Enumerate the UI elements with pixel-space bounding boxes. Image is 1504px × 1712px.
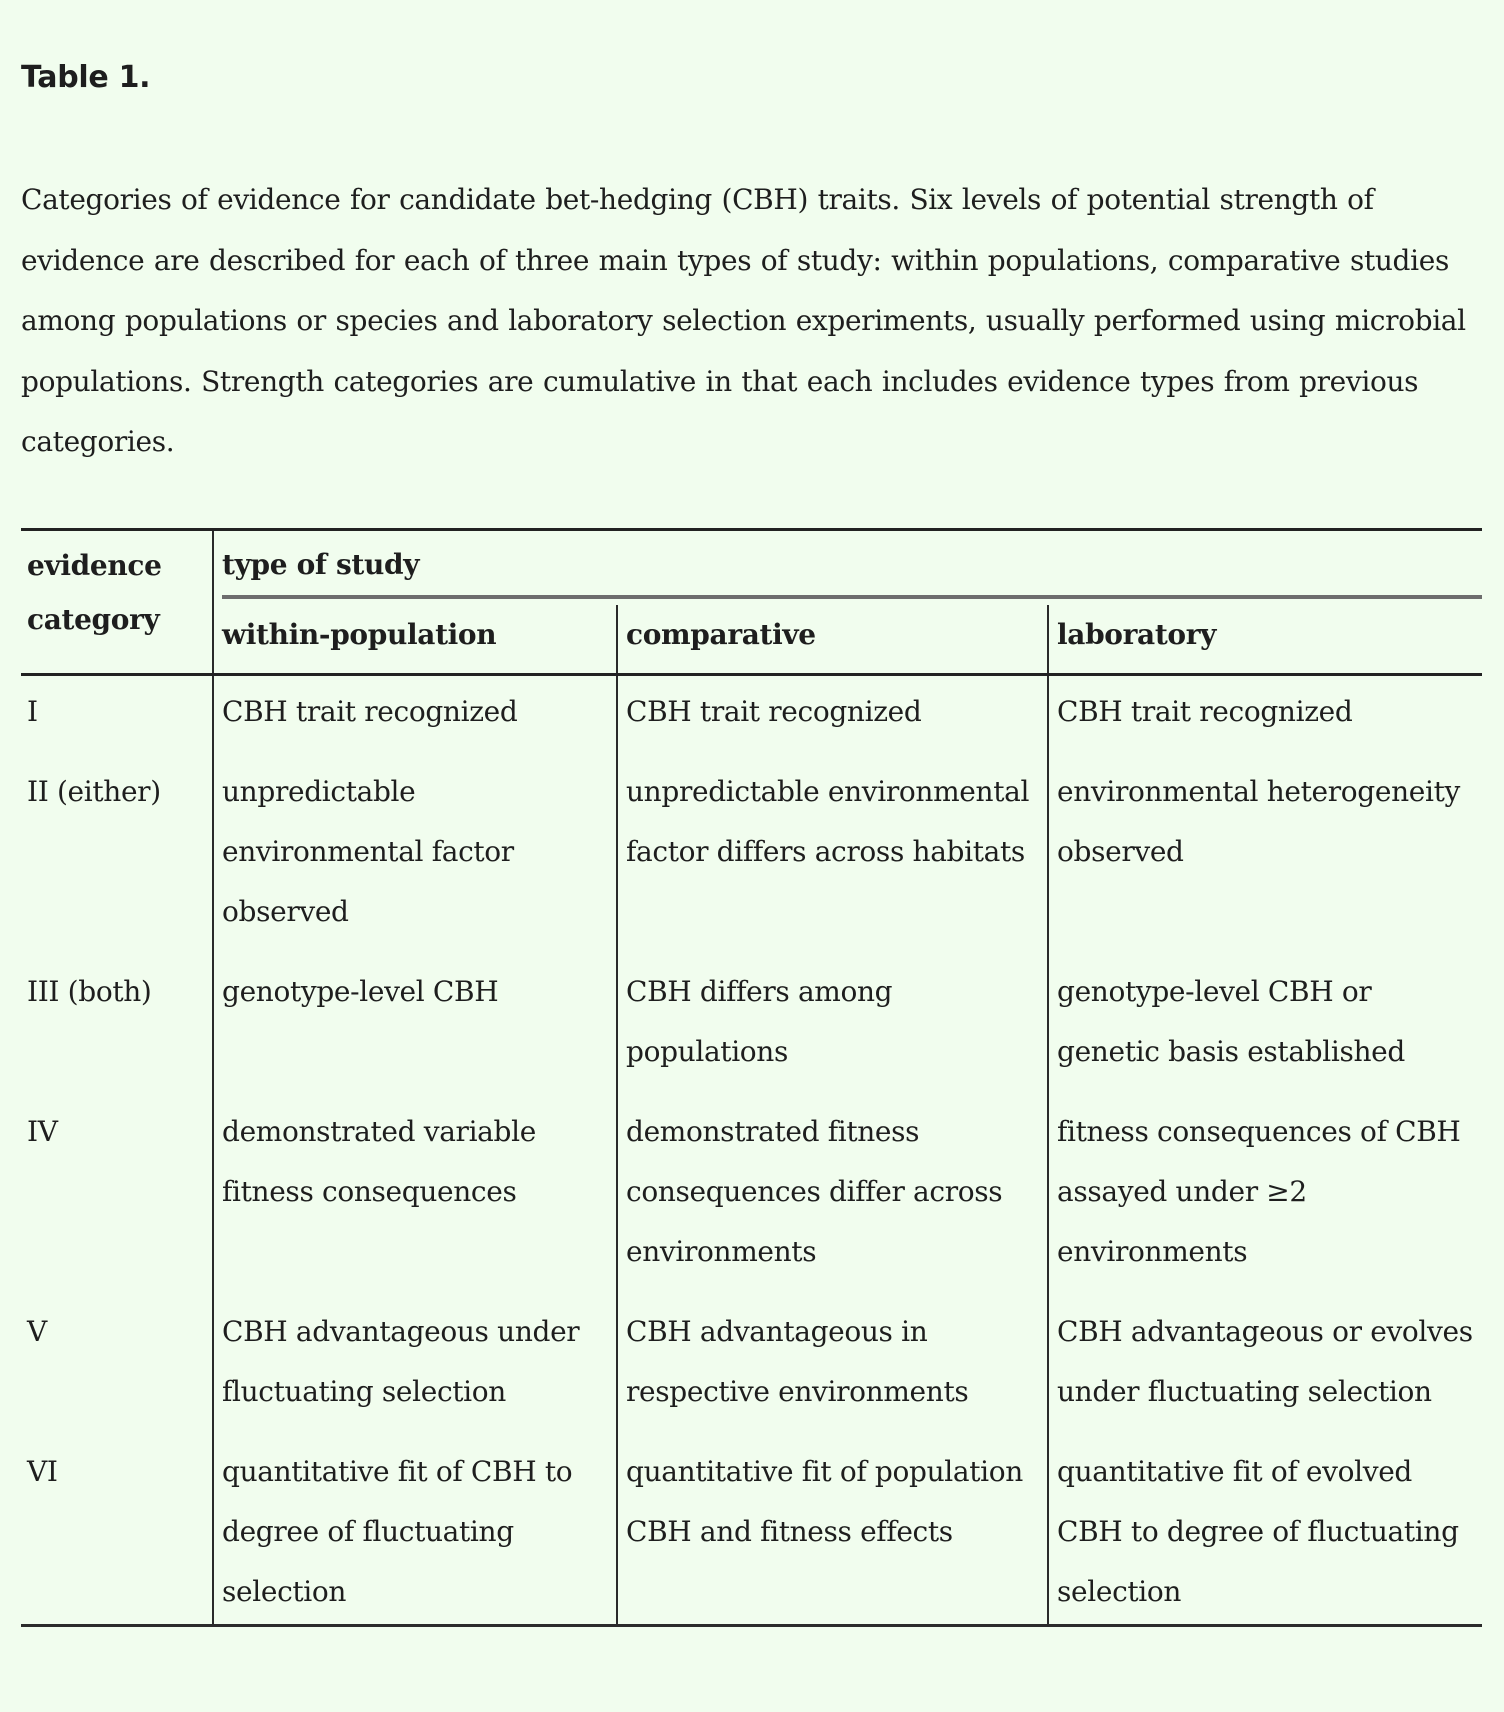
table-header — [21, 530, 1482, 675]
cell-laboratory: CBH trait recognized — [1057, 695, 1353, 728]
table-body — [21, 675, 1482, 1626]
table-row — [21, 756, 1482, 956]
cell-category: III (both) — [21, 956, 213, 1096]
cell-comparative: demonstrated fitness consequences differ across environments — [617, 1096, 1048, 1296]
cell-laboratory: fitness consequences of CBH assayed under ≥2 environments — [1057, 1115, 1461, 1268]
cell-category: V — [21, 1296, 213, 1436]
header-evidence-category — [21, 530, 213, 675]
cell-comparative: CBH advantageous in respective environments — [617, 1296, 1048, 1436]
header-within-population: within-population — [213, 605, 617, 675]
cell-within-population: CBH trait recognized — [213, 675, 617, 757]
cell-comparative: unpredictable environmental factor differs across habitats — [617, 756, 1048, 956]
table-row — [21, 675, 1482, 757]
cell-category: I — [21, 675, 213, 757]
table-row — [21, 1436, 1482, 1626]
cell-within-population: CBH advantageous under fluctuating selection — [213, 1296, 617, 1436]
cell-within-population: quantitative fit of CBH to degree of fluctuating selection — [213, 1436, 617, 1626]
cell-category: II (either) — [21, 756, 213, 956]
cell-within-population: unpredictable environmental factor observed — [213, 756, 617, 956]
header-comparative: comparative — [617, 605, 1048, 675]
cell-laboratory: quantitative fit of evolved CBH to degree of fluctuating selection — [1048, 1436, 1482, 1626]
cell-comparative: CBH differs among populations — [617, 956, 1048, 1096]
cell-laboratory: genotype-level CBH or genetic basis established — [1057, 975, 1405, 1068]
header-row-sub — [21, 605, 1482, 675]
cell-laboratory: CBH advantageous or evolves under fluctuating selection — [1057, 1315, 1473, 1408]
header-category-line1: evidence — [27, 549, 162, 582]
header-type-of-study-label: type of study — [222, 539, 1482, 599]
table-row — [21, 1096, 1482, 1296]
table-caption: Categories of evidence for candidate bet-hedging (CBH) traits. Six levels of potential strength of evidence are described for each of three main types of study: within populations, comparative studies among populations or species and laboratory selection experiments, usually performed using microbial populations. Strength categories are cumulative in that each includes evidence types from previous categories. — [21, 183, 1466, 458]
header-type-of-study — [213, 530, 1482, 606]
header-laboratory: laboratory — [1048, 605, 1482, 675]
cell-category: IV — [21, 1096, 213, 1296]
table-row — [21, 956, 1482, 1096]
cell-within-population: genotype-level CBH — [213, 956, 617, 1096]
cell-within-population: demonstrated variable fitness consequences — [213, 1096, 617, 1296]
cell-laboratory: environmental heterogeneity observed — [1057, 775, 1460, 868]
table-row — [21, 1296, 1482, 1436]
cell-comparative: quantitative fit of population CBH and fitness effects — [617, 1436, 1048, 1626]
header-row-top — [21, 530, 1482, 606]
table-label: Table 1. — [21, 60, 151, 95]
cell-category: VI — [21, 1436, 213, 1626]
evidence-table — [21, 528, 1482, 1627]
header-category-line2: category — [27, 603, 160, 636]
cell-comparative: CBH trait recognized — [617, 675, 1048, 757]
